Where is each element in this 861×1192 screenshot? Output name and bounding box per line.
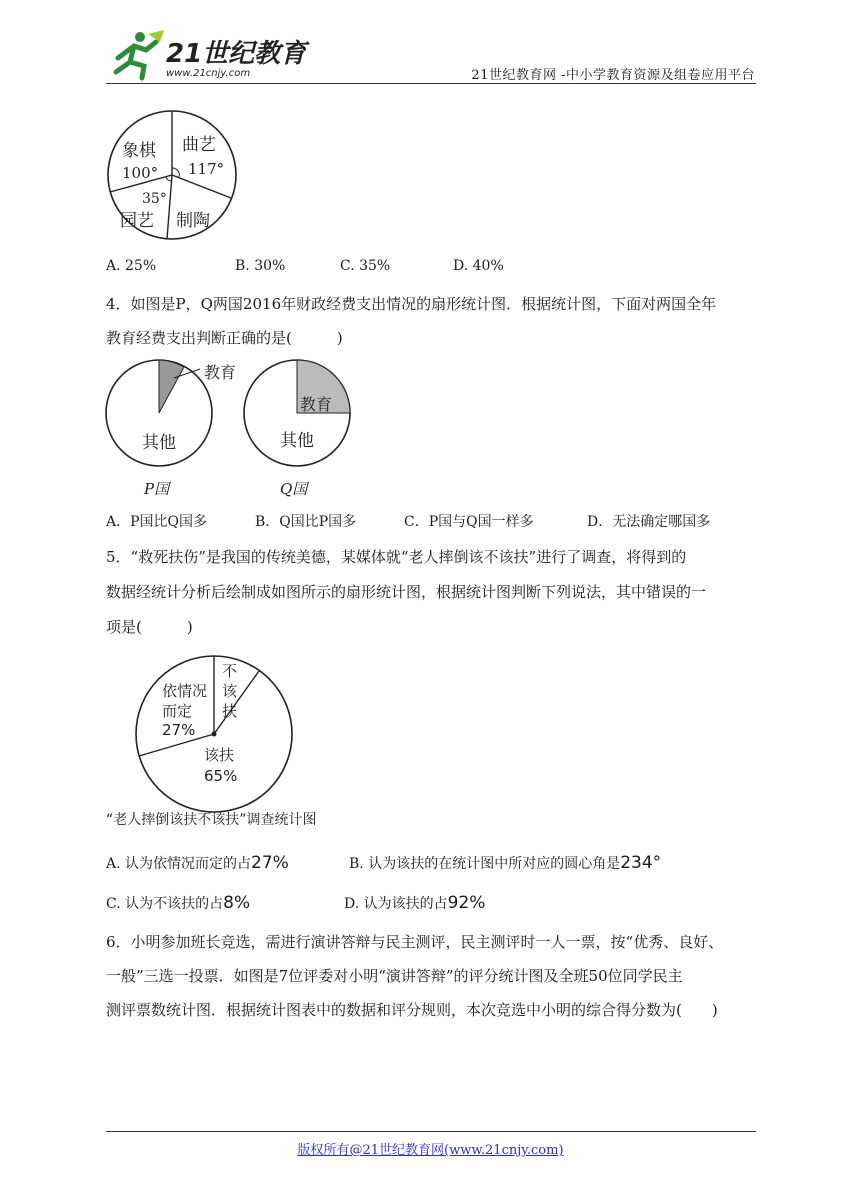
pie-label-garden: 园艺 xyxy=(120,211,154,231)
p-pie-caption: P国 xyxy=(144,480,170,498)
q-country-pie xyxy=(242,358,357,500)
pie-label-yes: 该扶 xyxy=(204,746,235,764)
runner-icon xyxy=(116,30,164,78)
pie-label-no-2: 该 xyxy=(222,682,238,700)
pie-label-depends-1: 依情况 xyxy=(162,682,208,700)
pie-label-opera-angle: 117° xyxy=(188,160,225,178)
q6-stem-line3: 测评票数统计图．根据统计图表中的数据和评分规则，本次竞选中小明的综合得分数为( ) xyxy=(106,1001,718,1019)
pie-label-garden-angle: 35° xyxy=(142,191,167,207)
svg-text:21世纪教育: 21世纪教育 xyxy=(166,39,307,69)
q4-option-c[interactable]: C．P国与Q国一样多 xyxy=(404,514,534,530)
pie-label-no-3: 扶 xyxy=(222,702,238,720)
q4-option-d[interactable]: D．无法确定哪国多 xyxy=(587,514,711,530)
survey-pie-chart xyxy=(104,648,364,830)
p-pie-label-other: 其他 xyxy=(142,433,176,453)
p-pie-label-education: 教育 xyxy=(204,363,237,382)
site-logo xyxy=(108,28,307,84)
p-country-pie xyxy=(104,358,254,500)
q4-option-b[interactable]: B．Q国比P国多 xyxy=(255,514,357,530)
survey-pie-caption: “老人摔倒该扶不该扶”调查统计图 xyxy=(106,812,317,828)
pie-label-yes-pct: 65% xyxy=(204,767,238,785)
q-pie-label-other: 其他 xyxy=(280,431,314,451)
footer-divider xyxy=(106,1131,756,1132)
q4-stem-line2: 教育经费支出判断正确的是( ) xyxy=(106,329,343,347)
pie-label-opera: 曲艺 xyxy=(182,135,216,155)
svg-text:www.21cnjy.com: www.21cnjy.com xyxy=(166,68,251,79)
pie-label-no-1: 不 xyxy=(222,662,238,680)
q5-option-d[interactable]: D. 认为该扶的占92% xyxy=(344,893,486,913)
hobby-pie-chart xyxy=(104,108,240,244)
pie-label-depends-2: 而定 xyxy=(162,702,193,720)
q5-option-c[interactable]: C. 认为不该扶的占8% xyxy=(106,893,251,913)
pie-label-chess-angle: 100° xyxy=(122,164,159,182)
q3-option-b[interactable]: B. 30% xyxy=(235,258,286,274)
q3-option-d[interactable]: D. 40% xyxy=(453,258,504,274)
pie-label-pottery: 制陶 xyxy=(176,211,210,231)
q5-option-a[interactable]: A. 认为依情况而定的占27% xyxy=(106,853,289,873)
q6-stem-line1: 6．小明参加班长竞选，需进行演讲答辩与民主测评，民主测评时一人一票，按“优秀、良好、 xyxy=(106,933,724,951)
q5-stem-line1: 5．“救死扶伤”是我国的传统美德，某媒体就“老人摔倒该不该扶”进行了调查，将得到的 xyxy=(106,548,687,566)
pie-label-chess: 象棋 xyxy=(122,141,156,161)
q3-option-a[interactable]: A. 25% xyxy=(106,258,157,274)
q4-option-a[interactable]: A．P国比Q国多 xyxy=(106,514,208,530)
header-divider xyxy=(106,83,756,84)
q-pie-label-education: 教育 xyxy=(300,395,333,414)
q5-option-b[interactable]: B. 认为该扶的在统计图中所对应的圆心角是234° xyxy=(349,853,662,873)
q3-option-c[interactable]: C. 35% xyxy=(340,258,391,274)
q-pie-caption: Q国 xyxy=(280,480,308,498)
q5-stem-line3: 项是( ) xyxy=(106,618,193,636)
pie-label-depends-pct: 27% xyxy=(162,721,196,739)
site-title: 21世纪教育网 -中小学教育资源及组卷应用平台 xyxy=(471,68,755,83)
footer-copyright-link[interactable]: 版权所有@21世纪教育网(www.21cnjy.com) xyxy=(297,1143,564,1158)
q6-stem-line2: 一般”三选一投票．如图是7位评委对小明“演讲答辩”的评分统计图及全班50位同学民主 xyxy=(106,967,683,985)
q4-stem-line1: 4．如图是P，Q两国2016年财政经费支出情况的扇形统计图．根据统计图，下面对两国全年 xyxy=(106,295,717,313)
q5-stem-line2: 数据经统计分析后绘制成如图所示的扇形统计图，根据统计图判断下列说法，其中错误的一 xyxy=(106,583,707,601)
